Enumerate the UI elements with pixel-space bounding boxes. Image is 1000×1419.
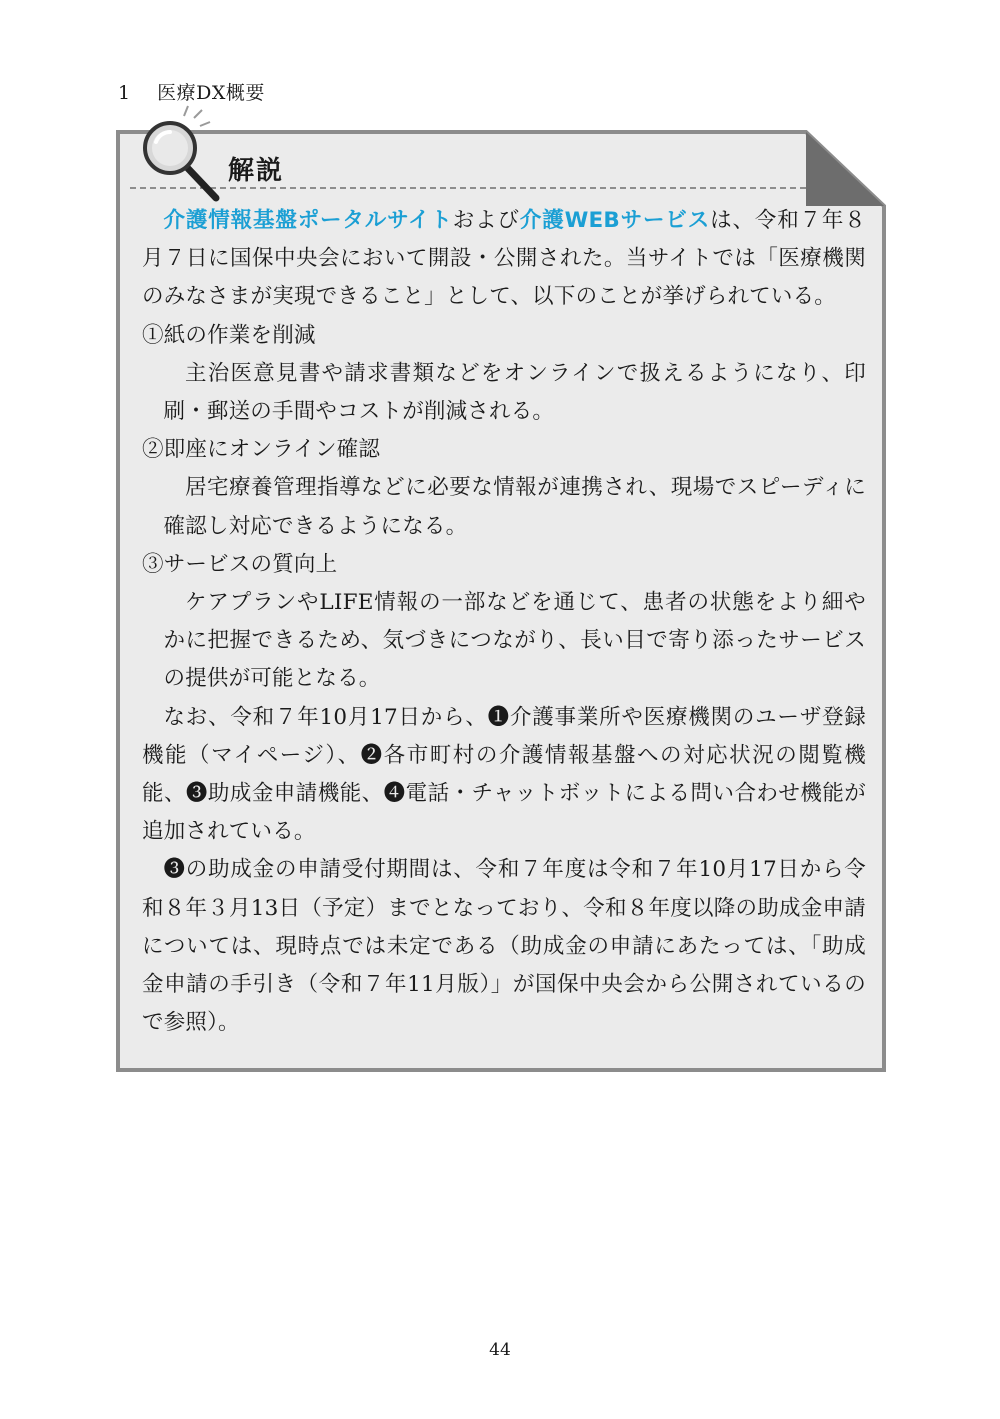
item-heading: ①紙の作業を削減 bbox=[142, 322, 316, 348]
item-heading: ③サービスの質向上 bbox=[142, 551, 338, 577]
running-head bbox=[118, 78, 265, 105]
subsidy-paragraph: ❸の助成金の申請受付期間は、令和７年度は令和７年10月17日から令和８年３月13日（予定）までとなっており、令和８年度以降の助成金申請については、現時点では未定である（助成金の申請にあたっては、「助成金申請の手引き（令和７年11月版）」が国保中央会から公開されているので参照）。 bbox=[142, 857, 866, 1036]
item-body: ケアプランやLIFE情報の一部などを通じて、患者の状態をより細やかに把握できるため、気づきにつながり、長い目で寄り添ったサービスの提供が可能となる。 bbox=[163, 590, 866, 692]
box-title: 解説 bbox=[228, 156, 285, 186]
item-body: 居宅療養管理指導などに必要な情報が連携され、現場でスピーディに確認し対応できるようになる。 bbox=[163, 475, 866, 539]
item-body: 主治医意見書や請求書類などをオンラインで扱えるようになり、印刷・郵送の手間やコストが削減される。 bbox=[163, 360, 866, 425]
intro-text: は、令和７年８月７日に国保中央会において開設・公開された。当サイトでは「医療機関のみなさまが実現できること」として、以下のことが挙げられている。 bbox=[142, 208, 866, 310]
page-number: 44 bbox=[489, 1340, 511, 1360]
commentary-box bbox=[116, 130, 886, 1072]
commentary-body bbox=[142, 202, 866, 1042]
chapter-title: 医療DX概要 bbox=[157, 82, 265, 104]
portal-site-term: 介護情報基盤ポータルサイト bbox=[163, 208, 453, 233]
chapter-number: 1 bbox=[118, 82, 131, 104]
web-service-term: 介護WEBサービス bbox=[519, 208, 711, 233]
intro-paragraph bbox=[142, 202, 866, 317]
item-heading: ②即座にオンライン確認 bbox=[142, 437, 381, 463]
intro-joiner: および bbox=[452, 208, 520, 233]
additional-features-paragraph: なお、令和７年10月17日から、❶介護事業所や医療機関のユーザ登録機能（マイページ）、❷各市町村の介護情報基盤への対応状況の閲覧機能、❸助成金申請機能、❹電話・チャットボットによる問い合わせ機能が追加されている。 bbox=[142, 704, 866, 845]
